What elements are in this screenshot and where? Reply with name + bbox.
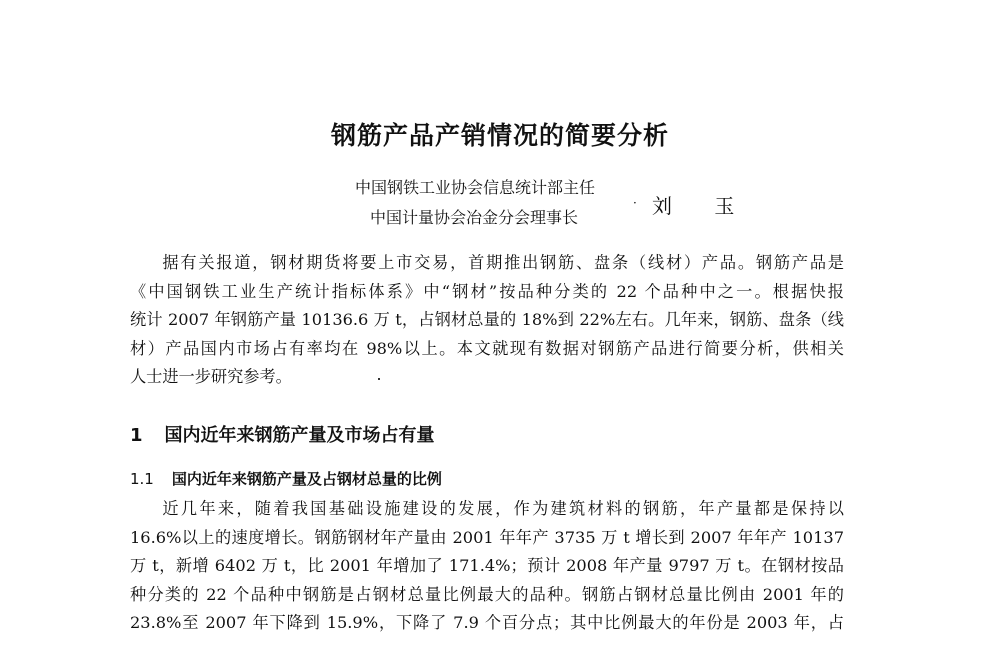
paragraph-line: 种分类的 22 个品种中钢筋是占钢材总量比例最大的品种。钢筋占钢材总量比例由 2001 年的 [130, 584, 844, 604]
subsection-heading [130, 468, 442, 489]
author-affiliation-2: 中国计量协会冶金分会理事长 [370, 208, 579, 227]
paragraph-line: 近几年来，随着我国基础设施建设的发展，作为建筑材料的钢筋，年产量都是保持以 [162, 499, 844, 518]
body-paragraph [130, 495, 844, 638]
scan-speck [378, 378, 380, 380]
section-heading [130, 421, 435, 447]
article-title: 钢筋产品产销情况的简要分析 [330, 121, 669, 150]
paragraph-line: 《中国钢铁工业生产统计指标体系》中“钢材”按品种分类的 22 个品种中之一。根据快报 [130, 281, 844, 301]
paragraph-line: 万 t，新增 6402 万 t，比 2001 年增加了 171.4%；预计 2008 年产量 9797 万 t。在钢材按品 [130, 556, 844, 575]
paragraph-line: 23.8%至 2007 年下降到 15.9%，下降了 7.9 个百分点；其中比例最大的年份是 2003 年，占 [130, 613, 844, 632]
subsection-number: 1.1 [130, 470, 154, 488]
author-name: 刘 玉 [652, 194, 753, 218]
paragraph-line: 16.6%以上的速度增长。钢筋钢材年产量由 2001 年年产 3735 万 t 增长到 2007 年年产 10137 [130, 527, 844, 547]
section-number: 1 [130, 425, 143, 446]
paragraph-line: 统计 2007 年钢筋产量 10136.6 万 t，占钢材总量的 18%到 22%左右。几年来，钢筋、盘条（线 [130, 310, 844, 329]
paragraph-line: 人士进一步研究参考。 [130, 367, 292, 386]
paragraph-line: 材）产品国内市场占有率均在 98%以上。本文就现有数据对钢筋产品进行简要分析，供相关 [130, 338, 844, 358]
intro-paragraph [130, 249, 844, 392]
section-title: 国内近年来钢筋产量及市场占有量 [164, 425, 435, 446]
paragraph-line: 据有关报道，钢材期货将要上市交易，首期推出钢筋、盘条（线材）产品。钢筋产品是 [162, 253, 844, 272]
subsection-title: 国内近年来钢筋产量及占钢材总量的比例 [171, 470, 442, 488]
separator-dot: · [633, 196, 637, 210]
author-affiliation-1: 中国钢铁工业协会信息统计部主任 [355, 178, 596, 197]
